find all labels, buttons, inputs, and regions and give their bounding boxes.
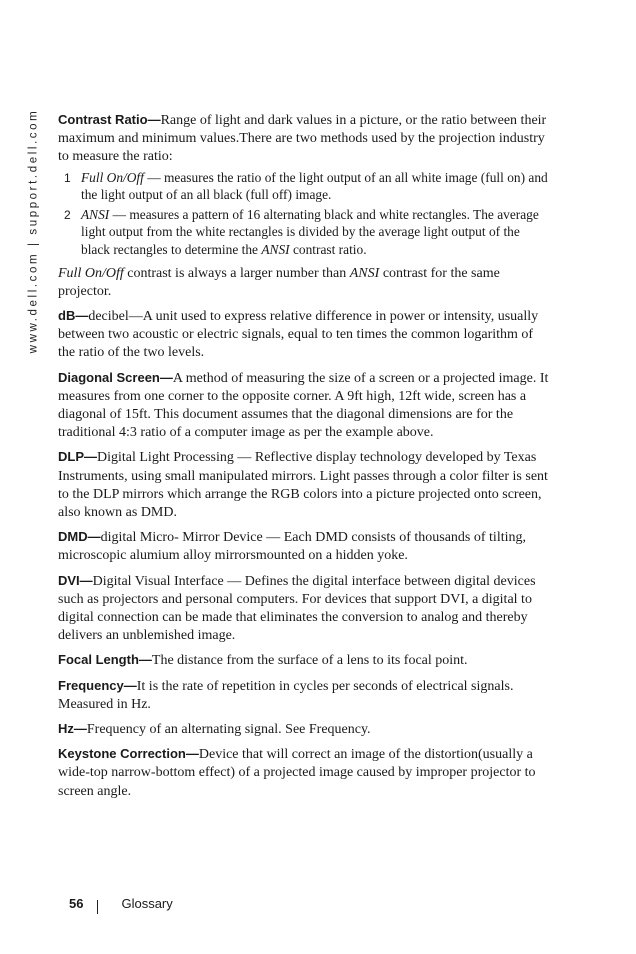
entry-dlp bbox=[58, 448, 550, 522]
definition-contrast-ratio: Range of light and dark values in a picture, or the ratio between their maximum and minimum values.There are two methods used by the projection industry to measure the ratio: bbox=[58, 113, 547, 165]
method-description: — measures the ratio of the light output of an all white image (full on) and the light output of an all black (full off) image. bbox=[81, 169, 548, 203]
list-item bbox=[58, 206, 550, 259]
term-frequency: Frequency bbox=[58, 677, 124, 693]
definition-dmd: digital Micro- Mirror Device — Each DMD consists of thousands of tilting, microscopic alumium alloy mirrorsmounted on a hidden yoke. bbox=[58, 530, 526, 564]
glossary-content bbox=[58, 111, 550, 807]
term-focal-length: Focal Length bbox=[58, 652, 139, 668]
method-name-inline: ANSI bbox=[261, 241, 290, 257]
note-ansi: ANSI bbox=[349, 265, 380, 281]
contrast-methods-list bbox=[58, 169, 550, 259]
term-dash: — bbox=[138, 652, 152, 668]
entry-diagonal-screen bbox=[58, 369, 550, 443]
definition-db: decibel—A unit used to express relative difference in power or intensity, usually between two acoustic or electric signals, equal to ten times the common logarithm of the ratio of the two levels. bbox=[58, 308, 539, 361]
section-name: Glossary bbox=[121, 895, 173, 911]
list-item-number: 1 bbox=[64, 170, 71, 185]
method-description-end: contrast ratio. bbox=[289, 241, 367, 257]
entry-frequency bbox=[58, 677, 550, 714]
note-text-2: contrast for the same projector. bbox=[58, 265, 500, 299]
page-number: 56 bbox=[69, 895, 84, 911]
term-dvi: DVI bbox=[58, 572, 80, 588]
term-dash: — bbox=[84, 449, 97, 465]
term-dash: — bbox=[79, 572, 93, 588]
definition-frequency: It is the rate of repetition in cycles per seconds of electrical signals. Measured in Hz. bbox=[58, 678, 514, 712]
definition-dvi: Digital Visual Interface — Defines the digital interface between digital devices such as projectors and personal computers. For devices that support DVI, a digital to digital connection can be made that eliminates the conversion to analog and thereby delivers an unblemished image. bbox=[58, 573, 536, 644]
contrast-note bbox=[58, 265, 550, 301]
method-name: ANSI bbox=[81, 206, 110, 222]
entry-focal-length bbox=[58, 651, 550, 670]
term-dash: — bbox=[123, 677, 137, 693]
term-dash: — bbox=[73, 721, 87, 737]
entry-keystone-correction bbox=[58, 745, 550, 801]
method-description: — measures a pattern of 16 alternating black and white rectangles. The average light output from the white rectangles is divided by the average light output of the black rectangles to determine the bbox=[81, 206, 539, 257]
term-dmd: DMD bbox=[58, 529, 88, 545]
list-item bbox=[58, 169, 550, 204]
list-item-text bbox=[81, 206, 550, 259]
method-name: Full On/Off bbox=[81, 169, 144, 185]
entry-contrast-ratio bbox=[58, 111, 550, 167]
term-keystone-correction: Keystone Correction bbox=[58, 746, 186, 762]
definition-dlp: Digital Light Processing — Reflective display technology developed by Texas Instruments, using small manipulated mirrors. Light passes through a color filter is sent to the DLP mirrors which arrange the RGB colors into a picture projected onto screen, also known as DMD. bbox=[58, 450, 548, 521]
definition-keystone-correction: Device that will correct an image of the distortion(usually a wide-top narrow-bottom effect) of a projected image caused by improper projector to screen angle. bbox=[58, 747, 536, 799]
note-text-1: contrast is always a larger number than bbox=[123, 265, 350, 281]
term-diagonal-screen: Diagonal Screen bbox=[58, 369, 160, 385]
term-dash: — bbox=[185, 746, 199, 762]
term-dash: — bbox=[75, 307, 89, 323]
sidebar-url-text: www.dell.com | support.dell.com bbox=[27, 108, 39, 354]
sidebar-url bbox=[26, 108, 40, 354]
list-item-text bbox=[81, 169, 550, 204]
term-dash: — bbox=[147, 112, 161, 127]
footer-divider bbox=[97, 900, 98, 914]
entry-db bbox=[58, 307, 550, 363]
definition-hz: Frequency of an alternating signal. See Frequency. bbox=[86, 722, 371, 738]
term-contrast-ratio: Contrast Ratio bbox=[58, 112, 148, 127]
list-item-number: 2 bbox=[64, 207, 71, 222]
page-footer bbox=[69, 893, 173, 913]
term-dash: — bbox=[87, 529, 101, 545]
definition-focal-length: The distance from the surface of a lens to its focal point. bbox=[151, 653, 468, 669]
term-db: dB bbox=[58, 307, 76, 323]
entry-dmd bbox=[58, 528, 550, 565]
term-hz: Hz bbox=[58, 721, 74, 737]
entry-hz bbox=[58, 720, 550, 739]
definition-diagonal-screen: A method of measuring the size of a screen or a projected image. It measures from one corner to the opposite corner. A 9ft high, 12ft wide, screen has a diagonal of 15ft. This document assumes that the diagonal dimensions are for the traditional 4:3 ratio of a computer image as per the example above. bbox=[58, 370, 549, 441]
term-dash: — bbox=[159, 369, 173, 385]
term-dlp: DLP bbox=[58, 449, 84, 465]
note-full-on-off: Full On/Off bbox=[58, 265, 124, 281]
entry-dvi bbox=[58, 572, 550, 646]
